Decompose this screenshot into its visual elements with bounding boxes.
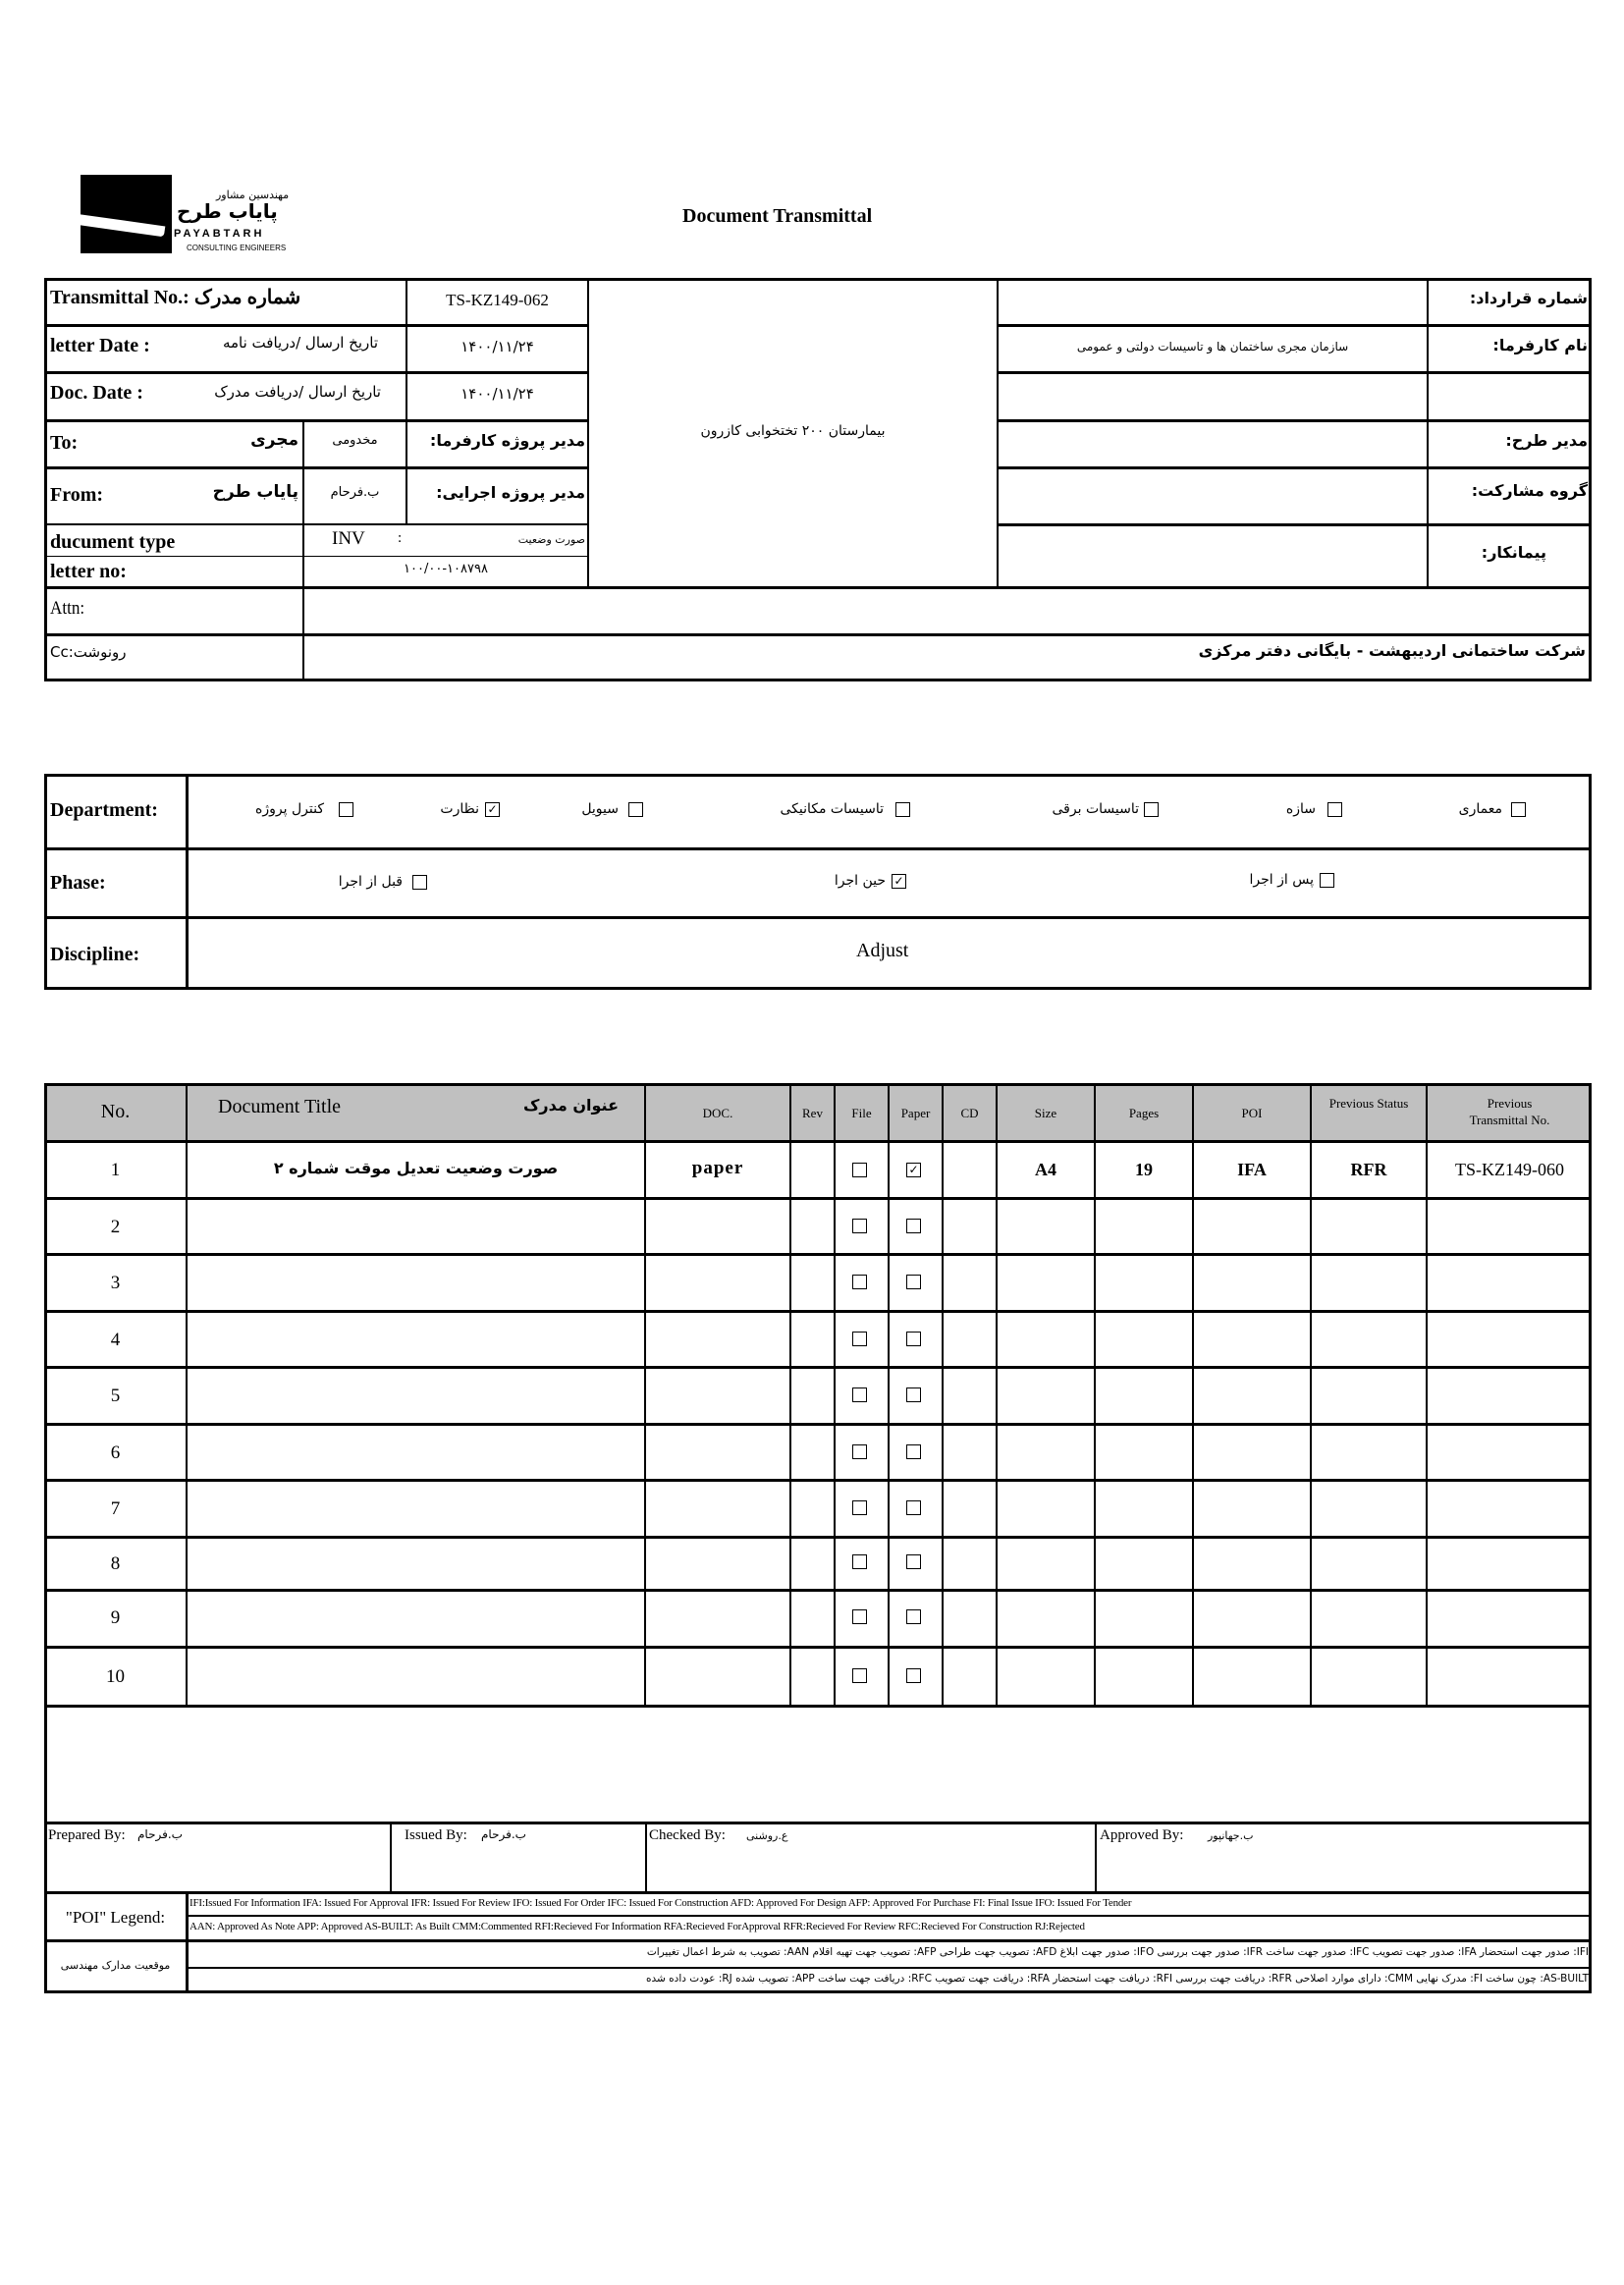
col-header-prev-status: Previous Status [1328, 1096, 1409, 1111]
row-doc: paper [691, 1158, 744, 1178]
paper-checkbox-unchecked-icon[interactable] [906, 1387, 921, 1402]
checkbox-unchecked-icon[interactable] [412, 875, 427, 890]
col-header-title-en: Document Title [218, 1096, 342, 1117]
letter-no-value: ۱۰۰/۰۰-۱۰۸۷۹۸ [404, 562, 488, 576]
file-checkbox-unchecked-icon[interactable] [852, 1500, 867, 1515]
col-header-pages: Pages [1128, 1106, 1160, 1120]
department-option-label: تاسیسات برقی [1052, 801, 1139, 817]
row-poi: IFA [1237, 1160, 1267, 1179]
letter-date-value: ۱۴۰۰/۱۱/۲۴ [460, 338, 534, 355]
doc-date-label-fa: تاریخ ارسال /دریافت مدرک [214, 383, 381, 401]
file-checkbox-unchecked-icon[interactable] [852, 1275, 867, 1289]
row-no: 7 [110, 1498, 121, 1519]
transmittal-no-value: TS-KZ149-062 [446, 291, 549, 309]
row-pages: 19 [1135, 1160, 1153, 1179]
department-label: Department: [50, 799, 158, 821]
client-label: نام کارفرما: [1492, 336, 1588, 354]
approved-by-value: ب.جهانپور [1208, 1829, 1254, 1842]
row-prev-status: RFR [1350, 1160, 1387, 1179]
designer-manager-label: مدیر طرح: [1505, 431, 1588, 450]
partnership-label: گروه مشارکت: [1471, 481, 1588, 500]
logo-company-fa-small: مهندسین مشاور [216, 189, 290, 201]
poi-legend-line-1: IFI:Issued For Information IFA: Issued For Approval IFR: Issued For Review IFO: Issued For Order IFC: Issued For Construction AFD: Approved For Design AFP: Approved For Purchase FI: Final Issue IFO: Issued For Tender [189, 1897, 1132, 1909]
poi-legend-line-2: AAN: Approved As Note APP: Approved AS-BUILT: As Built CMM:Commented RFI:Recieved For Information RFA:Recieved ForApproval RFR:Recieved For Review RFC:Recieved For Construction RJ:Rejected [189, 1921, 1085, 1932]
department-option-label: معماری [1458, 801, 1502, 817]
logo-mark-icon [81, 175, 172, 253]
discipline-value: Adjust [856, 940, 909, 961]
paper-checkbox-unchecked-icon[interactable] [906, 1500, 921, 1515]
approved-by-label: Approved By: [1100, 1827, 1184, 1843]
phase-option-label: پس از اجرا [1249, 872, 1314, 888]
doc-type-label: ducument type [50, 531, 176, 553]
row-no: 5 [110, 1386, 121, 1406]
col-header-paper: Paper [900, 1106, 931, 1120]
prepared-by-label: Prepared By: [48, 1827, 126, 1843]
row-no: 1 [110, 1160, 121, 1180]
letter-date-label: letter Date : [50, 335, 150, 356]
transmittal-no-label: Transmittal No.: شماره مدرک [50, 287, 301, 308]
contract-no-label: شماره قرارداد: [1469, 289, 1588, 307]
row-no: 9 [110, 1607, 121, 1628]
doc-type-fa: صورت وضعیت [517, 533, 585, 546]
checkbox-unchecked-icon[interactable] [1320, 873, 1334, 888]
row-title[interactable]: صورت وضعیت تعدیل موقت شماره ۲ [273, 1159, 559, 1177]
project-name: بیمارستان ۲۰۰ تختخوابی کازرون [700, 423, 886, 439]
phase-option-label: حین اجرا [834, 873, 886, 889]
file-checkbox-unchecked-icon[interactable] [852, 1444, 867, 1459]
paper-checkbox-checked-icon[interactable]: ✓ [906, 1163, 921, 1177]
logo-tagline: CONSULTING ENGINEERS [187, 244, 287, 252]
row-no: 3 [110, 1273, 121, 1293]
checkbox-unchecked-icon[interactable] [895, 802, 910, 817]
row-no: 6 [110, 1442, 121, 1463]
exec-pm-name: ب.فرحام [330, 485, 380, 500]
poi-legend-label: "POI" Legend: [65, 1908, 166, 1927]
letter-no-label: letter no: [50, 561, 127, 582]
col-header-size: Size [1034, 1106, 1057, 1120]
row-no: 8 [110, 1553, 121, 1574]
discipline-label: Discipline: [50, 944, 140, 965]
file-checkbox-unchecked-icon[interactable] [852, 1668, 867, 1683]
logo-company-fa: پایاب طرح [177, 199, 278, 223]
phase-label: Phase: [50, 872, 106, 894]
checked-by-value: ع.روشنی [746, 1829, 788, 1842]
row-prev-transmittal: TS-KZ149-060 [1455, 1160, 1564, 1179]
cc-label: Cc:رونوشت [50, 643, 127, 661]
col-header-poi: POI [1241, 1106, 1263, 1120]
paper-checkbox-unchecked-icon[interactable] [906, 1668, 921, 1683]
checkbox-checked-icon[interactable]: ✓ [892, 874, 906, 889]
col-header-file: File [851, 1106, 872, 1120]
fa-legend-line-1: IFI: صدور جهت استحضار IFA: صدور جهت تصویب IFC: صدور جهت ساخت IFR: صدور جهت بررسی IFO: صدور جهت ابلاغ AFD: تصویب جهت طراحی AFP: تصویب جهت تهیه اقلام AAN: تصویب به شرط اعمال تغییرات [646, 1946, 1589, 1958]
department-option-label: کنترل پروژه [255, 801, 324, 817]
checkbox-unchecked-icon[interactable] [1327, 802, 1342, 817]
from-value: پایاب طرح [212, 482, 298, 502]
paper-checkbox-unchecked-icon[interactable] [906, 1275, 921, 1289]
client-pm-label: مدیر پروژه کارفرما: [429, 431, 585, 450]
row-size: A4 [1035, 1160, 1056, 1179]
fa-legend-line-2: AS-BUILT: چون ساخت FI: مدرک نهایی CMM: دارای موارد اصلاحی RFR: دریافت جهت بررسی RFI: دریافت جهت استحضار RFA: دریافت جهت تصویب RFC: دریافت جهت ساخت APP: تصویب شده RJ: عودت داده شده [646, 1973, 1589, 1985]
letter-date-label-fa: تاریخ ارسال /دریافت نامه [222, 334, 378, 352]
file-checkbox-unchecked-icon[interactable] [852, 1163, 867, 1177]
doc-type-code: INV [332, 528, 365, 549]
file-checkbox-unchecked-icon[interactable] [852, 1219, 867, 1233]
issued-by-value: ب.فرحام [481, 1827, 526, 1841]
col-header-no: No. [100, 1101, 131, 1122]
paper-checkbox-unchecked-icon[interactable] [906, 1332, 921, 1346]
from-label: From: [50, 484, 104, 506]
checked-by-label: Checked By: [649, 1827, 726, 1843]
paper-checkbox-unchecked-icon[interactable] [906, 1444, 921, 1459]
col-header-rev: Rev [802, 1106, 823, 1120]
row-no: 2 [110, 1217, 121, 1237]
to-value: مجری [250, 430, 298, 450]
col-header-doc: DOC. [702, 1106, 733, 1120]
file-checkbox-unchecked-icon[interactable] [852, 1554, 867, 1569]
checkbox-unchecked-icon[interactable] [628, 802, 643, 817]
paper-checkbox-unchecked-icon[interactable] [906, 1554, 921, 1569]
exec-pm-label: مدیر پروژه اجرایی: [436, 483, 585, 502]
paper-checkbox-unchecked-icon[interactable] [906, 1609, 921, 1624]
contractor-label: پیمانکار: [1481, 543, 1546, 562]
checkbox-checked-icon[interactable]: ✓ [485, 802, 500, 817]
logo-company-en: PAYABTARH [174, 228, 265, 240]
row-no: 4 [110, 1330, 121, 1350]
row-no: 10 [106, 1666, 125, 1687]
phase-option-label: قبل از اجرا [338, 874, 403, 890]
client-value: سازمان مجری ساختمان ها و تاسیسات دولتی و عمومی [1076, 340, 1349, 354]
fa-legend-label: موقعیت مدارک مهندسی [60, 1959, 171, 1972]
page-title: Document Transmittal [682, 205, 873, 227]
department-option-label: سازه [1285, 801, 1316, 817]
department-option-label: سیویل [581, 801, 619, 817]
checkbox-unchecked-icon[interactable] [1511, 802, 1526, 817]
attn-label: Attn: [50, 598, 85, 619]
file-checkbox-unchecked-icon[interactable] [852, 1387, 867, 1402]
doc-date-value: ۱۴۰۰/۱۱/۲۴ [460, 385, 534, 403]
prepared-by-value: ب.فرحام [137, 1827, 183, 1841]
client-pm-name: مخدومی [332, 433, 378, 448]
col-header-cd: CD [960, 1106, 979, 1120]
col-header-prev-transmittal: Previous Transmittal No. [1469, 1096, 1550, 1127]
paper-checkbox-unchecked-icon[interactable] [906, 1219, 921, 1233]
doc-type-separator: : [398, 530, 403, 546]
file-checkbox-unchecked-icon[interactable] [852, 1609, 867, 1624]
department-option-label: تاسیسات مکانیکی [780, 801, 884, 817]
file-checkbox-unchecked-icon[interactable] [852, 1332, 867, 1346]
checkbox-unchecked-icon[interactable] [339, 802, 353, 817]
col-header-title-fa: عنوان مدرک [523, 1096, 619, 1115]
cc-value: شرکت ساختمانی اردیبهشت - بایگانی دفتر مرکزی [1198, 641, 1586, 660]
doc-date-label: Doc. Date : [50, 382, 143, 404]
to-label: To: [50, 432, 79, 454]
checkbox-unchecked-icon[interactable] [1144, 802, 1159, 817]
issued-by-label: Issued By: [405, 1827, 467, 1843]
department-option-label: نظارت [440, 801, 479, 817]
